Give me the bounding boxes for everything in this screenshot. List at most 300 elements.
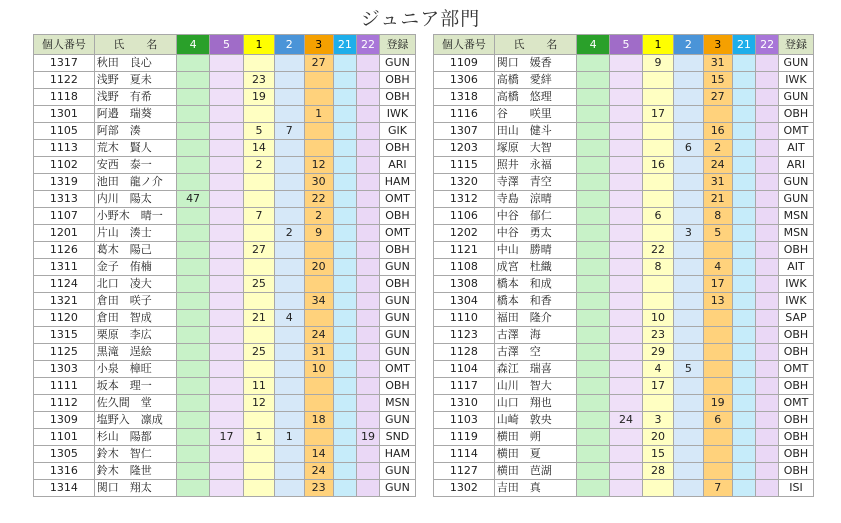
cell-col-5 <box>610 378 643 395</box>
cell-col-1: 6 <box>643 208 674 225</box>
cell-col-5 <box>610 72 643 89</box>
cell-id: 1321 <box>34 293 95 310</box>
cell-col-21 <box>333 89 357 106</box>
cell-col-21 <box>732 412 756 429</box>
table-row <box>434 174 814 191</box>
cell-col-5 <box>610 276 643 293</box>
cell-registration: OMT <box>379 225 415 242</box>
cell-col-2 <box>673 259 703 276</box>
cell-id: 1127 <box>434 463 495 480</box>
cell-id: 1116 <box>434 106 495 123</box>
cell-col-22 <box>756 242 779 259</box>
cell-name: 浅野 有希 <box>94 89 176 106</box>
cell-col-4 <box>577 446 610 463</box>
cell-registration: OBH <box>778 378 813 395</box>
cell-name: 塚原 大智 <box>494 140 576 157</box>
cell-registration: ARI <box>778 157 813 174</box>
cell-col-3: 24 <box>703 157 732 174</box>
cell-col-4 <box>177 140 210 157</box>
cell-col-3: 12 <box>304 157 333 174</box>
cell-name: 倉田 智成 <box>94 310 176 327</box>
cell-col-3 <box>703 463 732 480</box>
cell-col-1 <box>244 463 275 480</box>
header-col-22: 22 <box>756 35 779 55</box>
cell-name: 成宮 杜織 <box>494 259 576 276</box>
header-col-3: 3 <box>304 35 333 55</box>
table-row <box>34 225 416 242</box>
cell-id: 1318 <box>434 89 495 106</box>
cell-col-5 <box>610 174 643 191</box>
cell-col-21 <box>732 276 756 293</box>
cell-col-2 <box>274 174 304 191</box>
cell-col-1 <box>244 446 275 463</box>
cell-col-3: 27 <box>304 55 333 72</box>
table-row <box>34 378 416 395</box>
cell-col-5 <box>610 106 643 123</box>
cell-col-2: 5 <box>673 361 703 378</box>
cell-registration: IWK <box>778 72 813 89</box>
header-name: 氏 名 <box>94 35 176 55</box>
cell-registration: GUN <box>379 55 415 72</box>
cell-registration: IWK <box>778 293 813 310</box>
cell-id: 1202 <box>434 225 495 242</box>
cell-col-5 <box>610 395 643 412</box>
header-registration: 登録 <box>379 35 415 55</box>
cell-col-4 <box>577 72 610 89</box>
table-row <box>434 259 814 276</box>
cell-col-2 <box>673 429 703 446</box>
cell-name: 田山 健斗 <box>494 123 576 140</box>
cell-registration: AIT <box>778 259 813 276</box>
cell-col-3 <box>304 429 333 446</box>
cell-registration: IWK <box>778 276 813 293</box>
cell-col-1 <box>244 293 275 310</box>
cell-col-5 <box>210 446 244 463</box>
cell-col-2: 3 <box>673 225 703 242</box>
cell-col-2 <box>673 378 703 395</box>
cell-col-2 <box>673 106 703 123</box>
cell-col-1 <box>244 55 275 72</box>
cell-col-1: 21 <box>244 310 275 327</box>
cell-col-22 <box>357 412 380 429</box>
cell-col-3 <box>703 446 732 463</box>
cell-registration: GUN <box>379 480 415 497</box>
cell-col-1: 1 <box>244 429 275 446</box>
cell-col-22 <box>756 361 779 378</box>
cell-name: 塩野入 凛成 <box>94 412 176 429</box>
cell-col-5 <box>610 344 643 361</box>
cell-col-5 <box>610 310 643 327</box>
cell-col-22 <box>357 276 380 293</box>
cell-col-2: 1 <box>274 429 304 446</box>
cell-name: 坂本 理一 <box>94 378 176 395</box>
cell-col-22 <box>756 429 779 446</box>
cell-col-21 <box>732 344 756 361</box>
cell-col-22 <box>357 310 380 327</box>
cell-registration: MSN <box>778 208 813 225</box>
cell-registration: OBH <box>778 327 813 344</box>
cell-id: 1316 <box>34 463 95 480</box>
cell-id: 1123 <box>434 327 495 344</box>
cell-col-5 <box>610 55 643 72</box>
cell-name: 中山 勝晴 <box>494 242 576 259</box>
cell-col-22 <box>357 344 380 361</box>
cell-col-22 <box>357 327 380 344</box>
header-col-1: 1 <box>244 35 275 55</box>
cell-col-5 <box>210 395 244 412</box>
cell-col-22 <box>357 191 380 208</box>
cell-id: 1107 <box>34 208 95 225</box>
cell-col-5 <box>210 344 244 361</box>
cell-registration: GUN <box>379 463 415 480</box>
table-row <box>34 208 416 225</box>
table-row <box>34 106 416 123</box>
cell-name: 山口 翔也 <box>494 395 576 412</box>
table-row <box>434 310 814 327</box>
cell-col-5 <box>210 89 244 106</box>
cell-col-1 <box>244 106 275 123</box>
table-row <box>34 259 416 276</box>
cell-col-22 <box>756 123 779 140</box>
cell-col-21 <box>333 72 357 89</box>
cell-name: 北口 凌大 <box>94 276 176 293</box>
table-row <box>34 242 416 259</box>
cell-col-1 <box>244 174 275 191</box>
table-row <box>434 395 814 412</box>
cell-col-22 <box>756 412 779 429</box>
table-row <box>434 327 814 344</box>
cell-col-2 <box>673 242 703 259</box>
table-row <box>434 208 814 225</box>
cell-name: 高橋 愛絆 <box>494 72 576 89</box>
cell-col-2 <box>673 463 703 480</box>
cell-col-5 <box>210 293 244 310</box>
cell-col-1 <box>244 412 275 429</box>
cell-col-3 <box>703 106 732 123</box>
cell-col-1 <box>244 225 275 242</box>
cell-col-3: 6 <box>703 412 732 429</box>
cell-col-21 <box>732 106 756 123</box>
cell-col-21 <box>333 429 357 446</box>
cell-col-1: 29 <box>643 344 674 361</box>
cell-col-22 <box>756 140 779 157</box>
cell-col-2 <box>274 191 304 208</box>
cell-id: 1313 <box>34 191 95 208</box>
cell-registration: GUN <box>778 174 813 191</box>
cell-col-5 <box>610 191 643 208</box>
cell-col-4 <box>177 89 210 106</box>
cell-col-22 <box>357 293 380 310</box>
cell-col-2 <box>673 480 703 497</box>
table-row <box>434 191 814 208</box>
cell-col-22: 19 <box>357 429 380 446</box>
table-row <box>34 174 416 191</box>
cell-col-21 <box>333 106 357 123</box>
cell-name: 池田 龍ノ介 <box>94 174 176 191</box>
cell-col-1: 5 <box>244 123 275 140</box>
cell-col-21 <box>333 378 357 395</box>
cell-col-5 <box>610 208 643 225</box>
cell-col-3: 2 <box>304 208 333 225</box>
cell-col-21 <box>732 72 756 89</box>
cell-col-21 <box>333 293 357 310</box>
cell-col-3 <box>703 310 732 327</box>
cell-col-5 <box>210 123 244 140</box>
cell-col-3: 4 <box>703 259 732 276</box>
cell-col-21 <box>732 310 756 327</box>
cell-col-4 <box>177 157 210 174</box>
cell-col-3 <box>703 361 732 378</box>
cell-col-2 <box>274 89 304 106</box>
cell-id: 1315 <box>34 327 95 344</box>
cell-registration: GIK <box>379 123 415 140</box>
cell-col-1: 11 <box>244 378 275 395</box>
cell-id: 1103 <box>434 412 495 429</box>
cell-col-2 <box>274 106 304 123</box>
cell-id: 1302 <box>434 480 495 497</box>
cell-col-21 <box>732 480 756 497</box>
cell-col-1 <box>643 174 674 191</box>
cell-col-5 <box>610 463 643 480</box>
table-row <box>34 446 416 463</box>
cell-registration: MSN <box>778 225 813 242</box>
cell-col-3 <box>304 276 333 293</box>
cell-col-5 <box>210 191 244 208</box>
cell-col-21 <box>732 395 756 412</box>
cell-name: 古澤 海 <box>494 327 576 344</box>
cell-registration: MSN <box>379 395 415 412</box>
cell-name: 横田 芭湖 <box>494 463 576 480</box>
cell-col-4 <box>577 140 610 157</box>
cell-id: 1106 <box>434 208 495 225</box>
cell-col-21 <box>333 276 357 293</box>
cell-col-2 <box>673 327 703 344</box>
cell-col-5 <box>210 225 244 242</box>
cell-col-4 <box>577 293 610 310</box>
cell-col-22 <box>357 123 380 140</box>
cell-col-21 <box>732 429 756 446</box>
cell-col-1 <box>643 293 674 310</box>
cell-col-21 <box>333 157 357 174</box>
cell-col-4 <box>577 89 610 106</box>
cell-registration: GUN <box>379 344 415 361</box>
cell-col-2 <box>673 208 703 225</box>
cell-col-22 <box>357 140 380 157</box>
cell-id: 1305 <box>34 446 95 463</box>
cell-col-21 <box>732 259 756 276</box>
cell-col-22 <box>756 480 779 497</box>
cell-id: 1125 <box>34 344 95 361</box>
cell-col-21 <box>333 310 357 327</box>
cell-registration: OBH <box>778 429 813 446</box>
cell-col-21 <box>732 225 756 242</box>
cell-col-1: 28 <box>643 463 674 480</box>
cell-col-21 <box>333 225 357 242</box>
cell-id: 1320 <box>434 174 495 191</box>
cell-col-22 <box>756 208 779 225</box>
cell-name: 阿部 湊 <box>94 123 176 140</box>
header-registration: 登録 <box>778 35 813 55</box>
cell-name: 金子 侑楠 <box>94 259 176 276</box>
cell-name: 荒木 賢人 <box>94 140 176 157</box>
cell-col-21 <box>732 293 756 310</box>
cell-col-2 <box>673 293 703 310</box>
cell-col-1 <box>643 276 674 293</box>
cell-col-2 <box>274 412 304 429</box>
cell-col-3: 7 <box>703 480 732 497</box>
cell-col-22 <box>357 72 380 89</box>
table-row <box>434 463 814 480</box>
cell-col-3: 30 <box>304 174 333 191</box>
table-row <box>434 157 814 174</box>
cell-col-2 <box>274 293 304 310</box>
cell-col-22 <box>357 378 380 395</box>
table-row <box>34 310 416 327</box>
cell-col-3: 31 <box>703 55 732 72</box>
cell-col-1: 16 <box>643 157 674 174</box>
cell-col-1 <box>643 395 674 412</box>
cell-col-2: 7 <box>274 123 304 140</box>
cell-col-5 <box>610 361 643 378</box>
cell-id: 1119 <box>434 429 495 446</box>
cell-col-2: 6 <box>673 140 703 157</box>
cell-registration: HAM <box>379 174 415 191</box>
cell-col-5 <box>210 242 244 259</box>
cell-col-1: 23 <box>244 72 275 89</box>
cell-name: 福田 隆介 <box>494 310 576 327</box>
header-col-4: 4 <box>577 35 610 55</box>
cell-col-21 <box>732 242 756 259</box>
cell-col-22 <box>756 310 779 327</box>
cell-name: 橋本 和香 <box>494 293 576 310</box>
cell-col-4 <box>177 106 210 123</box>
cell-col-1: 15 <box>643 446 674 463</box>
cell-id: 1111 <box>34 378 95 395</box>
cell-registration: OBH <box>379 276 415 293</box>
cell-col-4 <box>577 344 610 361</box>
cell-col-4 <box>577 259 610 276</box>
header-col-5: 5 <box>610 35 643 55</box>
cell-col-22 <box>357 225 380 242</box>
cell-id: 1109 <box>434 55 495 72</box>
cell-col-2 <box>274 55 304 72</box>
table-row <box>434 225 814 242</box>
cell-col-5 <box>210 106 244 123</box>
cell-col-4 <box>577 242 610 259</box>
cell-col-2 <box>274 157 304 174</box>
cell-col-4 <box>177 208 210 225</box>
table-row <box>434 55 814 72</box>
cell-col-3 <box>304 140 333 157</box>
cell-col-5 <box>610 480 643 497</box>
cell-col-21 <box>732 157 756 174</box>
header-name: 氏 名 <box>494 35 576 55</box>
header-row <box>34 35 416 55</box>
cell-col-5 <box>210 72 244 89</box>
header-col-5: 5 <box>210 35 244 55</box>
cell-col-4: 47 <box>177 191 210 208</box>
header-col-2: 2 <box>274 35 304 55</box>
table-row <box>434 378 814 395</box>
cell-col-3 <box>703 327 732 344</box>
table-row <box>434 412 814 429</box>
cell-col-1: 10 <box>643 310 674 327</box>
cell-id: 1201 <box>34 225 95 242</box>
table-row <box>34 55 416 72</box>
cell-id: 1120 <box>34 310 95 327</box>
cell-col-22 <box>357 157 380 174</box>
cell-col-22 <box>756 72 779 89</box>
cell-col-21 <box>333 412 357 429</box>
cell-registration: OBH <box>379 242 415 259</box>
cell-col-21 <box>732 174 756 191</box>
cell-registration: GUN <box>379 310 415 327</box>
cell-col-22 <box>357 395 380 412</box>
cell-col-5 <box>610 225 643 242</box>
cell-col-5 <box>210 412 244 429</box>
cell-registration: GUN <box>778 55 813 72</box>
cell-name: 関口 媛香 <box>494 55 576 72</box>
cell-col-3: 31 <box>304 344 333 361</box>
cell-name: 横田 朔 <box>494 429 576 446</box>
cell-name: 内川 陽太 <box>94 191 176 208</box>
cell-name: 黒滝 逞絵 <box>94 344 176 361</box>
cell-col-21 <box>732 123 756 140</box>
cell-name: 山川 智大 <box>494 378 576 395</box>
cell-registration: OBH <box>778 463 813 480</box>
cell-col-2 <box>673 395 703 412</box>
cell-col-5 <box>610 89 643 106</box>
cell-col-2 <box>274 463 304 480</box>
header-col-22: 22 <box>357 35 380 55</box>
results-table-left <box>33 34 416 497</box>
cell-col-21 <box>333 191 357 208</box>
cell-col-21 <box>732 446 756 463</box>
cell-col-1 <box>643 89 674 106</box>
cell-col-1: 7 <box>244 208 275 225</box>
cell-col-4 <box>177 174 210 191</box>
cell-id: 1310 <box>434 395 495 412</box>
cell-col-3: 27 <box>703 89 732 106</box>
cell-col-5 <box>210 259 244 276</box>
cell-col-22 <box>756 276 779 293</box>
cell-col-22 <box>357 463 380 480</box>
table-row <box>434 446 814 463</box>
cell-col-2 <box>673 55 703 72</box>
cell-col-2 <box>673 123 703 140</box>
cell-col-4 <box>577 174 610 191</box>
cell-id: 1102 <box>34 157 95 174</box>
cell-col-2 <box>673 191 703 208</box>
cell-id: 1101 <box>34 429 95 446</box>
table-row <box>34 395 416 412</box>
cell-col-2 <box>274 395 304 412</box>
cell-col-5 <box>210 361 244 378</box>
cell-col-4 <box>577 123 610 140</box>
cell-id: 1301 <box>34 106 95 123</box>
cell-col-1 <box>244 191 275 208</box>
cell-col-3 <box>703 429 732 446</box>
cell-col-4 <box>177 446 210 463</box>
cell-col-5 <box>610 327 643 344</box>
cell-col-4 <box>177 361 210 378</box>
cell-col-21 <box>333 480 357 497</box>
cell-id: 1303 <box>34 361 95 378</box>
cell-col-5 <box>210 480 244 497</box>
cell-col-22 <box>357 446 380 463</box>
cell-col-4 <box>177 395 210 412</box>
cell-col-2 <box>274 276 304 293</box>
